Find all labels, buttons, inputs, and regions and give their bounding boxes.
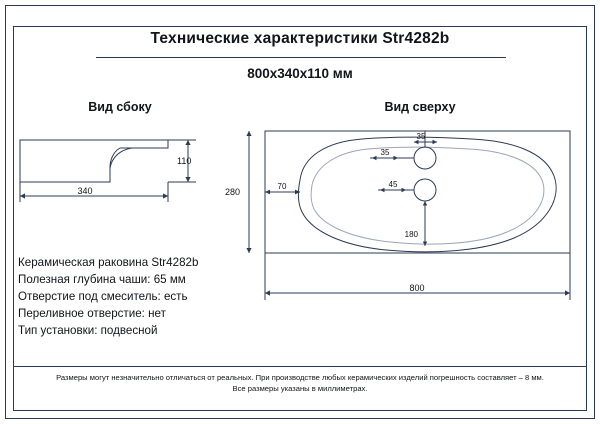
spec-list [18,254,278,339]
faucet-hole-top-label: 35 [416,132,426,141]
depth-arrow-top [246,131,251,136]
depth-arrow-bottom [246,248,251,253]
side-width-arrow-left [20,193,25,198]
offset-arrow-l [265,190,270,195]
footnote-line-1: Размеры могут незначительно отличаться от реальных. При производстве любых керамических изделий погрешность составляет – 8 мм. [56,373,544,382]
side-width-arrow-right [163,193,168,198]
dimensions-subtitle: 800х340х110 мм [247,66,353,81]
faucet-hole-left-label: 35 [380,148,390,157]
top-depth-label: 280 [224,187,240,197]
spec-item-installation: Тип установки: подвесной [18,324,158,337]
width-arrow-right [565,290,570,295]
top-width-label: 800 [409,283,425,293]
top-view-basin-outline [298,137,556,252]
drain-vertical-label: 180 [404,230,418,239]
spec-item-model: Керамическая раковина Str4282b [18,256,199,269]
side-height-label: 110 [177,156,192,166]
drain-hole-left-label: 45 [388,180,398,189]
spec-item-faucet-hole: Отверстие под смеситель: есть [18,290,188,303]
footnote-divider [13,366,587,367]
side-height-arrow-bottom [185,177,190,182]
spec-item-depth: Полезная глубина чаши: 65 мм [18,273,186,286]
footnote-line-2: Все размеры указаны в миллиметрах. [232,384,368,393]
top-view-heading: Вид сверху [384,100,456,114]
spec-item-overflow: Переливное отверстие: нет [18,307,166,320]
side-view-heading: Вид сбоку [88,100,152,114]
footnote [13,372,587,394]
offset-label: 70 [277,182,287,191]
side-view-outline [20,140,168,182]
side-width-label: 340 [77,186,93,196]
side-height-arrow-top [185,140,190,145]
page-title: Технические характеристики Str4282b [150,30,450,47]
